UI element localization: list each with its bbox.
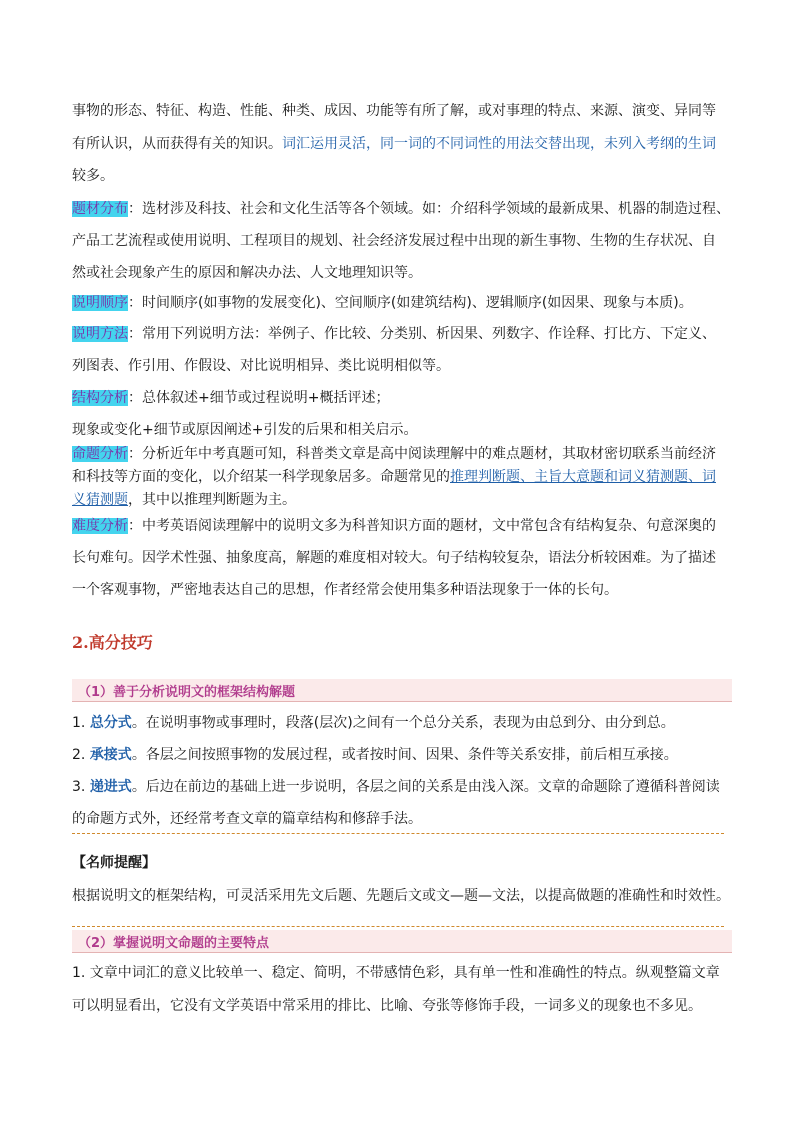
- list-item-text: 。后边在前边的基础上进一步说明，各层之间的关系是由浅入深。文章的命题除了遵循科普阅读: [131, 779, 720, 795]
- tip-label: 【名师提醒】: [72, 855, 156, 871]
- order-line: [72, 287, 732, 319]
- subsection-2-title: （2）掌握说明文命题的主要特点: [78, 936, 270, 951]
- structure-line-1: [72, 382, 732, 414]
- list-item: [72, 739, 732, 771]
- questions-text-2b: 推理判断题、主旨大意题和词义猜测题、词: [450, 469, 716, 485]
- divider: [72, 926, 724, 927]
- structure-label: 结构分析: [72, 390, 128, 406]
- questions-line-3: [72, 488, 732, 512]
- topics-line-1: [72, 193, 732, 225]
- tip-text: 根据说明文的框架结构，可灵活采用先文后题、先题后文或文—题—文法，以提高做题的准确性和时效性。: [72, 888, 730, 904]
- questions-text-2a: 和科技等方面的变化，以介绍某一科学现象居多。命题常见的: [72, 469, 450, 485]
- list-item: [72, 771, 732, 803]
- order-label: 说明顺序: [72, 295, 128, 311]
- list-item-num: 3.: [72, 779, 86, 795]
- difficulty-label: 难度分析: [72, 518, 128, 534]
- list-item-term: 承接式: [89, 747, 132, 763]
- methods-label: 说明方法: [72, 326, 128, 342]
- list-item-num: 1.: [72, 715, 86, 731]
- methods-line-2: 列图表、作引用、作假设、对比说明相异、类比说明相似等。: [72, 358, 450, 374]
- list-item-term: 递进式: [89, 779, 132, 795]
- questions-text-3a: 义猜测题: [72, 492, 128, 508]
- divider: [72, 833, 724, 834]
- intro-line-1: 事物的形态、特征、构造、性能、种类、成因、功能等有所了解，或对事理的特点、来源、演变、异同等: [72, 103, 716, 119]
- questions-line-1: [72, 442, 732, 466]
- list-item-continuation: 的命题方式外，还经常考查文章的篇章结构和修辞手法。: [72, 811, 422, 827]
- questions-text-3b: ，其中以推理判断题为主。: [128, 492, 296, 508]
- section-2-heading: 2.高分技巧: [72, 633, 153, 652]
- intro-line-2a: 有所认识，从而获得有关的知识。: [72, 136, 282, 152]
- difficulty-text-1: ：中考英语阅读理解中的说明文多为科普知识方面的题材，文中常包含有结构复杂、句意深奥的: [128, 518, 716, 534]
- list-item-text: 。在说明事物或事理时，段落(层次)之间有一个总分关系，表现为由总到分、由分到总。: [131, 715, 675, 731]
- subsection-1-header: [72, 679, 732, 702]
- difficulty-line-2: 长句难句。因学术性强、抽象度高，解题的难度相对较大。句子结构较复杂，语法分析较困难。为了描述: [72, 550, 716, 566]
- intro-line-2: [72, 128, 732, 160]
- questions-text-1: ：分析近年中考真题可知，科普类文章是高中阅读理解中的难点题材，其取材密切联系当前经济: [128, 446, 716, 462]
- questions-label: 命题分析: [72, 446, 128, 462]
- list-item-term: 总分式: [89, 715, 132, 731]
- methods-line-1: [72, 318, 732, 350]
- difficulty-line-1: [72, 510, 732, 542]
- methods-text-1: ：常用下列说明方法：举例子、作比较、分类别、析因果、列数字、作诠释、打比方、下定义、: [128, 326, 716, 342]
- sub2-line-1: 1. 文章中词汇的意义比较单一、稳定、简明，不带感情色彩，具有单一性和准确性的特点。纵观整篇文章: [72, 965, 720, 981]
- subsection-2-header: [72, 930, 732, 953]
- sub2-line-2: 可以明显看出，它没有文学英语中常采用的排比、比喻、夸张等修饰手段，一词多义的现象也不多见。: [72, 998, 702, 1014]
- difficulty-line-3: 一个客观事物，严密地表达自己的思想，作者经常会使用集多种语法现象于一体的长句。: [72, 582, 618, 598]
- list-item-text: 。各层之间按照事物的发展过程，或者按时间、因果、条件等关系安排，前后相互承接。: [131, 747, 678, 763]
- intro-line-2b: 词汇运用灵活，同一词的不同词性的用法交替出现，未列入考纲的生词: [282, 136, 716, 152]
- topics-line-2: 产品工艺流程或使用说明、工程项目的规划、社会经济发展过程中出现的新生事物、生物的生存状况、自: [72, 233, 716, 249]
- subsection-1-title: （1）善于分析说明文的框架结构解题: [78, 685, 296, 700]
- topics-line-3: 然或社会现象产生的原因和解决办法、人文地理知识等。: [72, 265, 422, 281]
- structure-line-2: 现象或变化+细节或原因阐述+引发的后果和相关启示。: [72, 422, 418, 438]
- order-text: ：时间顺序(如事物的发展变化)、空间顺序(如建筑结构)、逻辑顺序(如因果、现象与本质)。: [128, 295, 693, 311]
- topics-text-1: ：选材涉及科技、社会和文化生活等各个领域。如：介绍科学领域的最新成果、机器的制造过程、: [128, 201, 730, 217]
- questions-line-2: [72, 465, 732, 489]
- topics-label: 题材分布: [72, 201, 128, 217]
- list-item-num: 2.: [72, 747, 86, 763]
- structure-text-1: ：总体叙述+细节或过程说明+概括评述；: [128, 390, 390, 406]
- intro-line-3: 较多。: [72, 168, 114, 184]
- list-item: [72, 707, 732, 739]
